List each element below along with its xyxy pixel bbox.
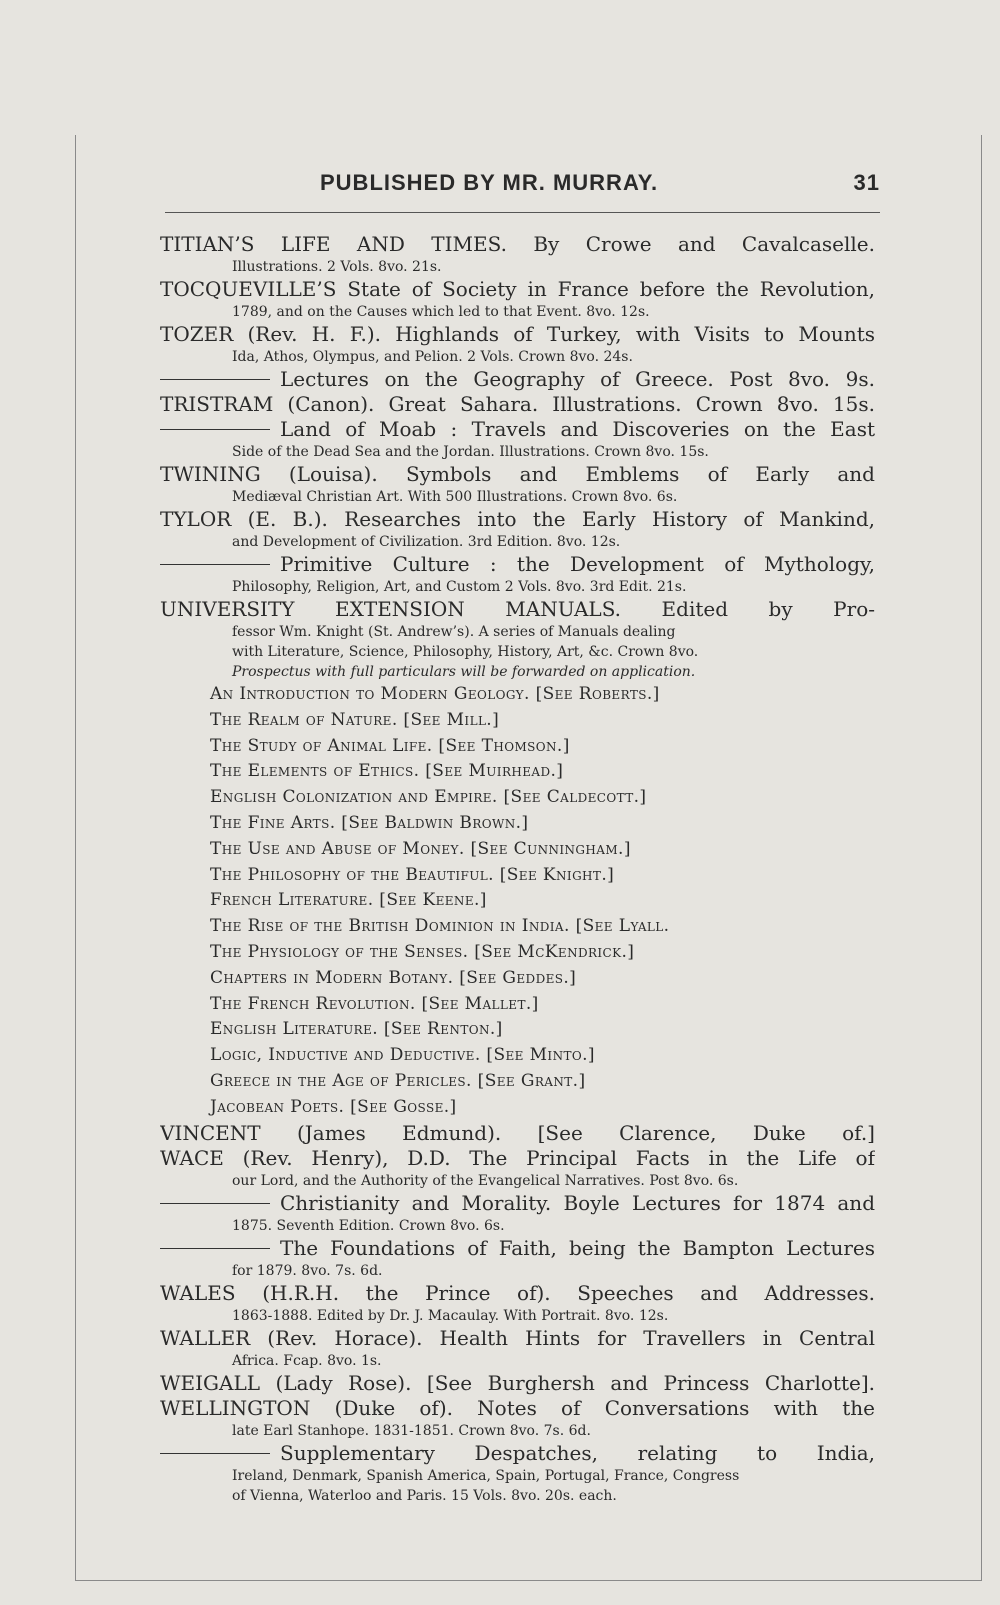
entry-title: TOZER (Rev. H. F.). Highlands of Turkey, with Visits to Mounts bbox=[160, 322, 875, 346]
manual-item: English Colonization and Empire. [See Caldecott.] bbox=[210, 787, 647, 808]
catalogue-entry bbox=[160, 462, 875, 507]
catalogue-entry bbox=[160, 552, 875, 597]
running-header bbox=[320, 170, 880, 196]
manual-item: The Elements of Ethics. [See Muirhead.] bbox=[210, 761, 564, 782]
entry-title: WELLINGTON (Duke of). Notes of Conversations with the bbox=[160, 1395, 875, 1420]
catalogue-entry bbox=[160, 1236, 875, 1281]
page-number: 31 bbox=[853, 170, 880, 195]
entry-detail: Ireland, Denmark, Spanish America, Spain, Portugal, France, Congress bbox=[232, 1467, 740, 1484]
entry-title-text: Land of Moab : Travels and Discoveries on the East bbox=[280, 417, 875, 441]
manual-item: An Introduction to Modern Geology. [See Roberts.] bbox=[210, 684, 660, 704]
entry-note: Prospectus with full particulars will be forwarded on application. bbox=[232, 664, 696, 680]
entry-detail: for 1879. 8vo. 7s. 6d. bbox=[232, 1262, 383, 1279]
manual-item: Jacobean Poets. [See Gosse.] bbox=[210, 1096, 457, 1117]
entry-title: TYLOR (E. B.). Researches into the Early History of Mankind, bbox=[160, 507, 875, 531]
entry-title-text: Christianity and Morality. Boyle Lectures for 1874 and bbox=[280, 1190, 875, 1215]
manual-item: The French Revolution. [See Mallet.] bbox=[210, 993, 539, 1014]
manual-item: The Study of Animal Life. [See Thomson.] bbox=[210, 735, 570, 756]
catalogue-entry bbox=[160, 417, 875, 462]
entry-detail: late Earl Stanhope. 1831-1851. Crown 8vo. 7s. 6d. bbox=[232, 1422, 591, 1439]
entry-title bbox=[160, 1236, 875, 1261]
entry-title-text: Lectures on the Geography of Greece. Post 8vo. 9s. bbox=[280, 367, 875, 391]
manual-item: English Literature. [See Renton.] bbox=[210, 1019, 503, 1040]
entry-detail: and Development of Civilization. 3rd Edition. 8vo. 12s. bbox=[232, 534, 621, 550]
manual-item: The Rise of the British Dominion in India. [See Lyall. bbox=[210, 916, 670, 937]
catalogue-list bbox=[160, 232, 875, 1506]
catalogue-entry bbox=[160, 1326, 875, 1371]
catalogue-entry bbox=[160, 232, 875, 277]
ditto-dash bbox=[160, 1453, 270, 1454]
entry-title: TRISTRAM (Canon). Great Sahara. Illustrations. Crown 8vo. 15s. bbox=[160, 392, 875, 416]
catalogue-entry bbox=[160, 597, 875, 682]
ditto-dash bbox=[160, 1203, 270, 1204]
entry-title-line bbox=[160, 1191, 875, 1216]
entry-title-line bbox=[160, 417, 875, 442]
manual-item: The Fine Arts. [See Baldwin Brown.] bbox=[210, 812, 529, 833]
entry-detail: fessor Wm. Knight (St. Andrew’s). A series of Manuals dealing bbox=[232, 624, 676, 640]
entry-detail: Africa. Fcap. 8vo. 1s. bbox=[232, 1352, 382, 1369]
manual-item: French Literature. [See Keene.] bbox=[210, 890, 487, 911]
entry-title: WACE (Rev. Henry), D.D. The Principal Facts in the Life of bbox=[160, 1145, 875, 1170]
manual-item: Greece in the Age of Pericles. [See Grant.] bbox=[210, 1070, 586, 1091]
entry-title bbox=[160, 417, 875, 442]
entry-detail: 1863-1888. Edited by Dr. J. Macaulay. With Portrait. 8vo. 12s. bbox=[232, 1307, 669, 1324]
ditto-dash bbox=[160, 564, 270, 565]
manual-item: The Realm of Nature. [See Mill.] bbox=[210, 709, 500, 730]
entry-detail: 1875. Seventh Edition. Crown 8vo. 6s. bbox=[232, 1217, 505, 1234]
entry-title-line bbox=[160, 1441, 875, 1466]
entry-detail: our Lord, and the Authority of the Evangelical Narratives. Post 8vo. 6s. bbox=[232, 1172, 739, 1189]
entry-title: UNIVERSITY EXTENSION MANUALS. Edited by Pro- bbox=[160, 597, 875, 621]
entry-title-line bbox=[160, 552, 875, 577]
entry-title: VINCENT (James Edmund). [See Clarence, Duke of.] bbox=[160, 1120, 875, 1145]
entry-title-text: The Foundations of Faith, being the Bampton Lectures bbox=[280, 1235, 875, 1260]
entry-title: WALLER (Rev. Horace). Health Hints for Travellers in Central bbox=[160, 1325, 875, 1350]
entry-title bbox=[160, 552, 875, 577]
catalogue-entry bbox=[160, 1121, 875, 1146]
manual-item: Logic, Inductive and Deductive. [See Minto.] bbox=[210, 1045, 595, 1066]
entry-title: TWINING (Louisa). Symbols and Emblems of Early and bbox=[160, 462, 875, 486]
entry-title: WEIGALL (Lady Rose). [See Burghersh and Princess Charlotte]. bbox=[160, 1370, 875, 1395]
manual-item: The Physiology of the Senses. [See McKendrick.] bbox=[210, 941, 635, 962]
entry-title-text: Primitive Culture : the Development of Mythology, bbox=[280, 552, 875, 576]
entry-detail: Side of the Dead Sea and the Jordan. Illustrations. Crown 8vo. 15s. bbox=[232, 444, 709, 460]
entry-detail: Mediæval Christian Art. With 500 Illustrations. Crown 8vo. 6s. bbox=[232, 489, 678, 505]
ditto-dash bbox=[160, 379, 270, 380]
ditto-dash bbox=[160, 429, 270, 430]
entry-title-line bbox=[160, 1236, 875, 1261]
entry-title bbox=[160, 1191, 875, 1216]
catalogue-entry bbox=[160, 1146, 875, 1191]
manuals-list bbox=[160, 682, 875, 1121]
header-title: PUBLISHED BY MR. MURRAY. bbox=[320, 170, 659, 195]
entry-title-text: Supplementary Despatches, relating to India, bbox=[280, 1440, 875, 1465]
entry-detail: of Vienna, Waterloo and Paris. 15 Vols. 8vo. 20s. each. bbox=[232, 1487, 617, 1504]
entries-block-2 bbox=[160, 1121, 875, 1506]
catalogue-entry bbox=[160, 1396, 875, 1441]
entry-detail: Ida, Athos, Olympus, and Pelion. 2 Vols. Crown 8vo. 24s. bbox=[232, 349, 633, 365]
entry-title: TITIAN’S LIFE AND TIMES. By Crowe and Cavalcaselle. bbox=[160, 232, 875, 256]
entry-detail: Philosophy, Religion, Art, and Custom 2 Vols. 8vo. 3rd Edit. 21s. bbox=[232, 579, 687, 595]
manual-item: Chapters in Modern Botany. [See Geddes.] bbox=[210, 967, 577, 988]
ditto-dash bbox=[160, 1248, 270, 1249]
catalogue-entry bbox=[160, 392, 875, 417]
entry-detail: Illustrations. 2 Vols. 8vo. 21s. bbox=[232, 259, 442, 275]
entry-title-line bbox=[160, 367, 875, 392]
entry-detail: 1789, and on the Causes which led to that Event. 8vo. 12s. bbox=[232, 304, 650, 320]
entry-title: WALES (H.R.H. the Prince of). Speeches and Addresses. bbox=[160, 1280, 875, 1305]
entry-title bbox=[160, 1441, 875, 1466]
catalogue-entry bbox=[160, 322, 875, 367]
entry-detail: with Literature, Science, Philosophy, History, Art, &c. Crown 8vo. bbox=[232, 644, 699, 660]
catalogue-entry bbox=[160, 1441, 875, 1506]
catalogue-entry bbox=[160, 277, 875, 322]
header-rule bbox=[165, 212, 880, 213]
entry-title bbox=[160, 367, 875, 392]
catalogue-entry bbox=[160, 1371, 875, 1396]
catalogue-entry bbox=[160, 507, 875, 552]
manual-item: The Philosophy of the Beautiful. [See Knight.] bbox=[210, 864, 615, 885]
catalogue-entry bbox=[160, 1191, 875, 1236]
catalogue-entry bbox=[160, 1281, 875, 1326]
entry-title: TOCQUEVILLE’S State of Society in France before the Revolution, bbox=[160, 277, 875, 301]
manual-item: The Use and Abuse of Money. [See Cunningham.] bbox=[210, 838, 631, 859]
entries-block-1 bbox=[160, 232, 875, 682]
catalogue-entry bbox=[160, 367, 875, 392]
